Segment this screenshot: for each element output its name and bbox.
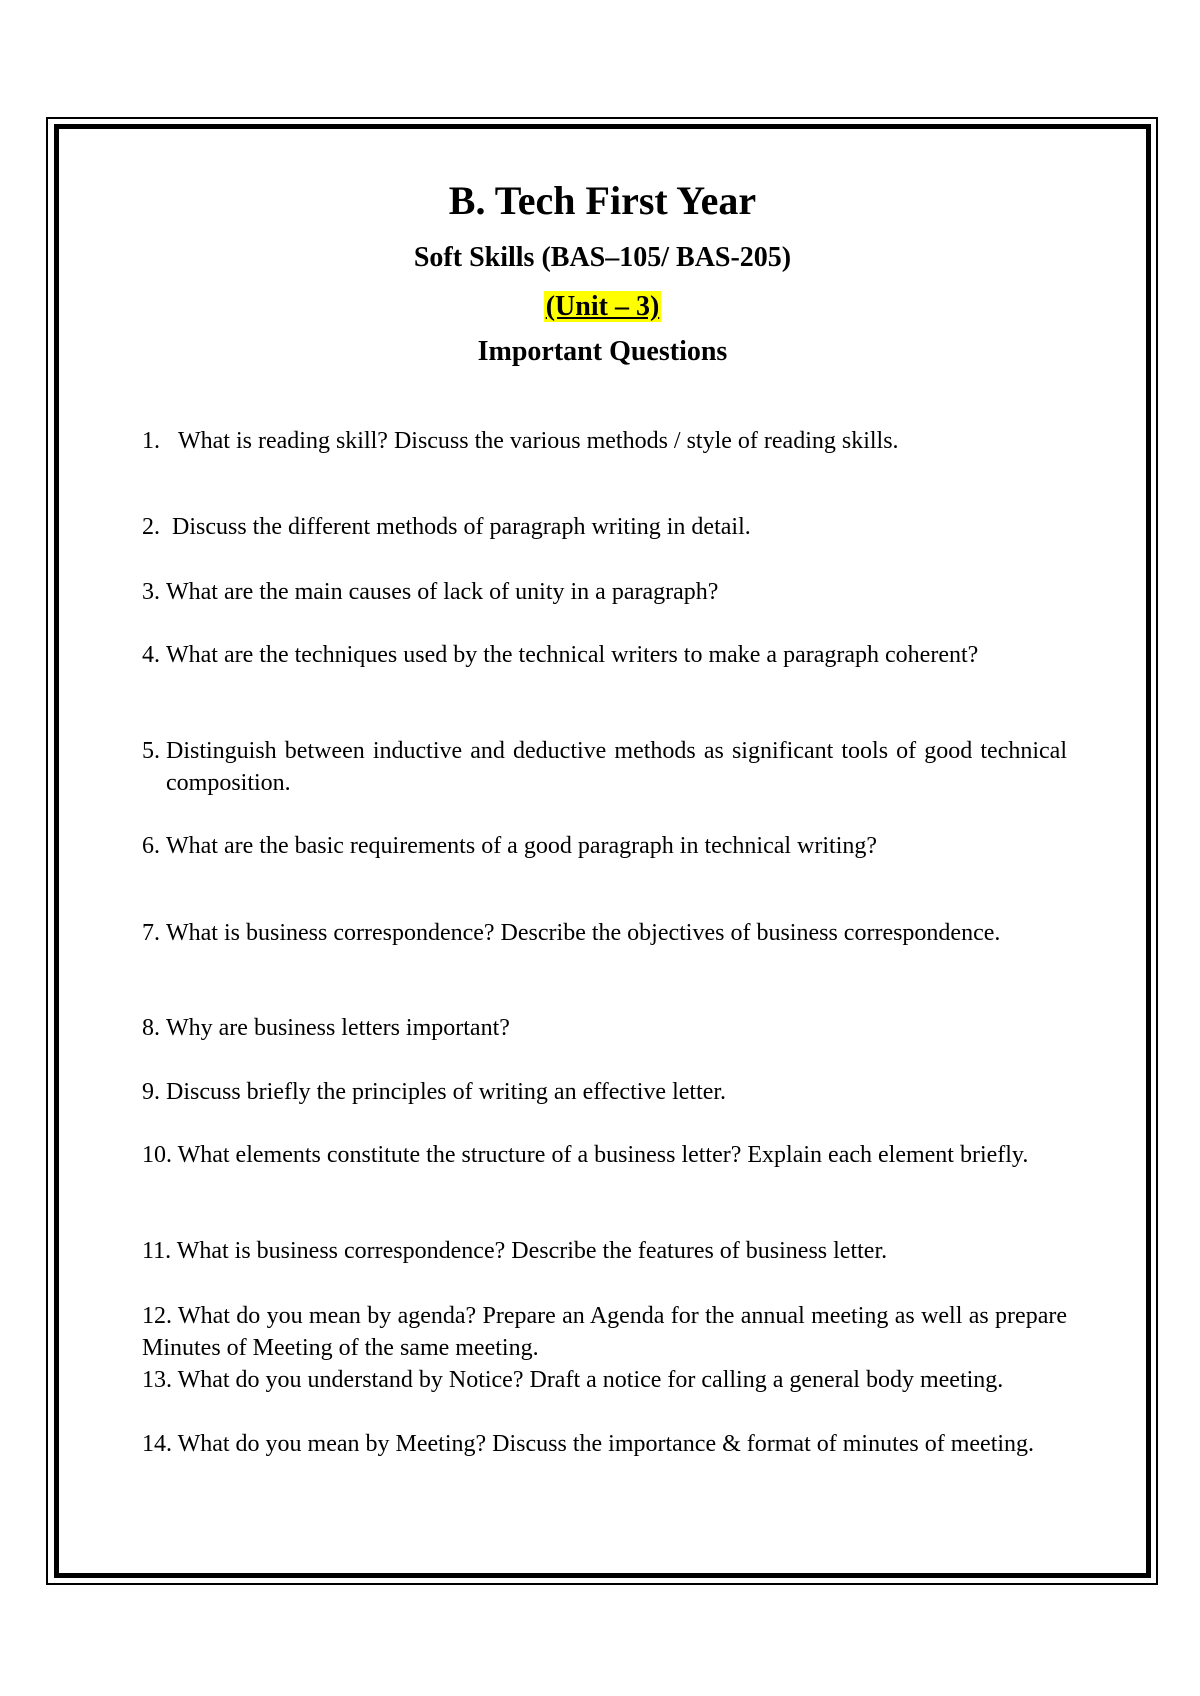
question-number: 8. — [142, 1015, 160, 1041]
unit-label: (Unit – 3) — [545, 291, 660, 322]
question-number: 9. — [142, 1079, 160, 1105]
question-item — [142, 576, 1067, 608]
course-subtitle: Soft Skills (BAS–105/ BAS-205) — [413, 242, 792, 273]
question-number: 4. — [142, 642, 160, 668]
question-item — [142, 511, 1067, 543]
unit-label-line — [54, 289, 1151, 325]
question-number: 13. — [142, 1367, 172, 1393]
question-text: What are the basic requirements of a good paragraph in technical writing? — [166, 833, 878, 859]
question-body: What do you understand by Notice? Draft a notice for calling a general body meeting. — [177, 1367, 1004, 1393]
question-item — [142, 1139, 1067, 1171]
question-text: Discuss briefly the principles of writing an effective letter. — [166, 1079, 727, 1105]
question-text: What is business correspondence? Describe the objectives of business correspondence. — [166, 920, 1001, 946]
question-body: What do you mean by agenda? Prepare an Agenda for the annual meeting as well as prepare Minutes of Meeting of the same meeting. — [142, 1303, 1068, 1361]
question-text: Distinguish between inductive and deductive methods as significant tools of good technical composition. — [166, 738, 1067, 796]
question-item — [142, 639, 1067, 671]
question-text: What are the techniques used by the technical writers to make a paragraph coherent? — [166, 642, 979, 668]
question-text — [142, 1428, 1067, 1460]
section-heading: Important Questions — [477, 336, 728, 367]
question-number: 2. — [142, 514, 160, 540]
document-title: B. Tech First Year — [448, 178, 757, 223]
question-text: What is reading skill? Discuss the various methods / style of reading skills. — [178, 428, 899, 454]
question-item — [142, 830, 1067, 862]
question-number: 12. — [142, 1303, 172, 1329]
question-text — [142, 1139, 1067, 1171]
question-number: 5. — [142, 738, 160, 764]
question-text — [142, 1364, 1067, 1396]
question-number: 1. — [142, 428, 160, 454]
question-number: 14. — [142, 1431, 172, 1457]
question-text: Why are business letters important? — [166, 1015, 510, 1041]
question-item — [142, 735, 1067, 799]
question-body: What is business correspondence? Describe the features of business letter. — [176, 1238, 888, 1264]
question-number: 6. — [142, 833, 160, 859]
question-text — [142, 1300, 1067, 1364]
question-number: 7. — [142, 920, 160, 946]
question-text: Discuss the different methods of paragraph writing in detail. — [172, 514, 751, 540]
question-number: 3. — [142, 579, 160, 605]
question-text — [142, 1235, 1067, 1267]
question-number: 10. — [142, 1142, 172, 1168]
question-item — [142, 1076, 1067, 1108]
question-item — [142, 425, 1067, 457]
question-item — [142, 1300, 1067, 1364]
question-item — [142, 1012, 1067, 1044]
question-body: What elements constitute the structure of a business letter? Explain each element briefly. — [177, 1142, 1029, 1168]
question-text: What are the main causes of lack of unity in a paragraph? — [166, 579, 719, 605]
question-item — [142, 1235, 1067, 1267]
question-item — [142, 1364, 1067, 1396]
question-number: 11. — [142, 1238, 172, 1264]
question-item — [142, 917, 1067, 949]
question-body: What do you mean by Meeting? Discuss the importance & format of minutes of meeting. — [177, 1431, 1035, 1457]
question-item — [142, 1428, 1067, 1460]
